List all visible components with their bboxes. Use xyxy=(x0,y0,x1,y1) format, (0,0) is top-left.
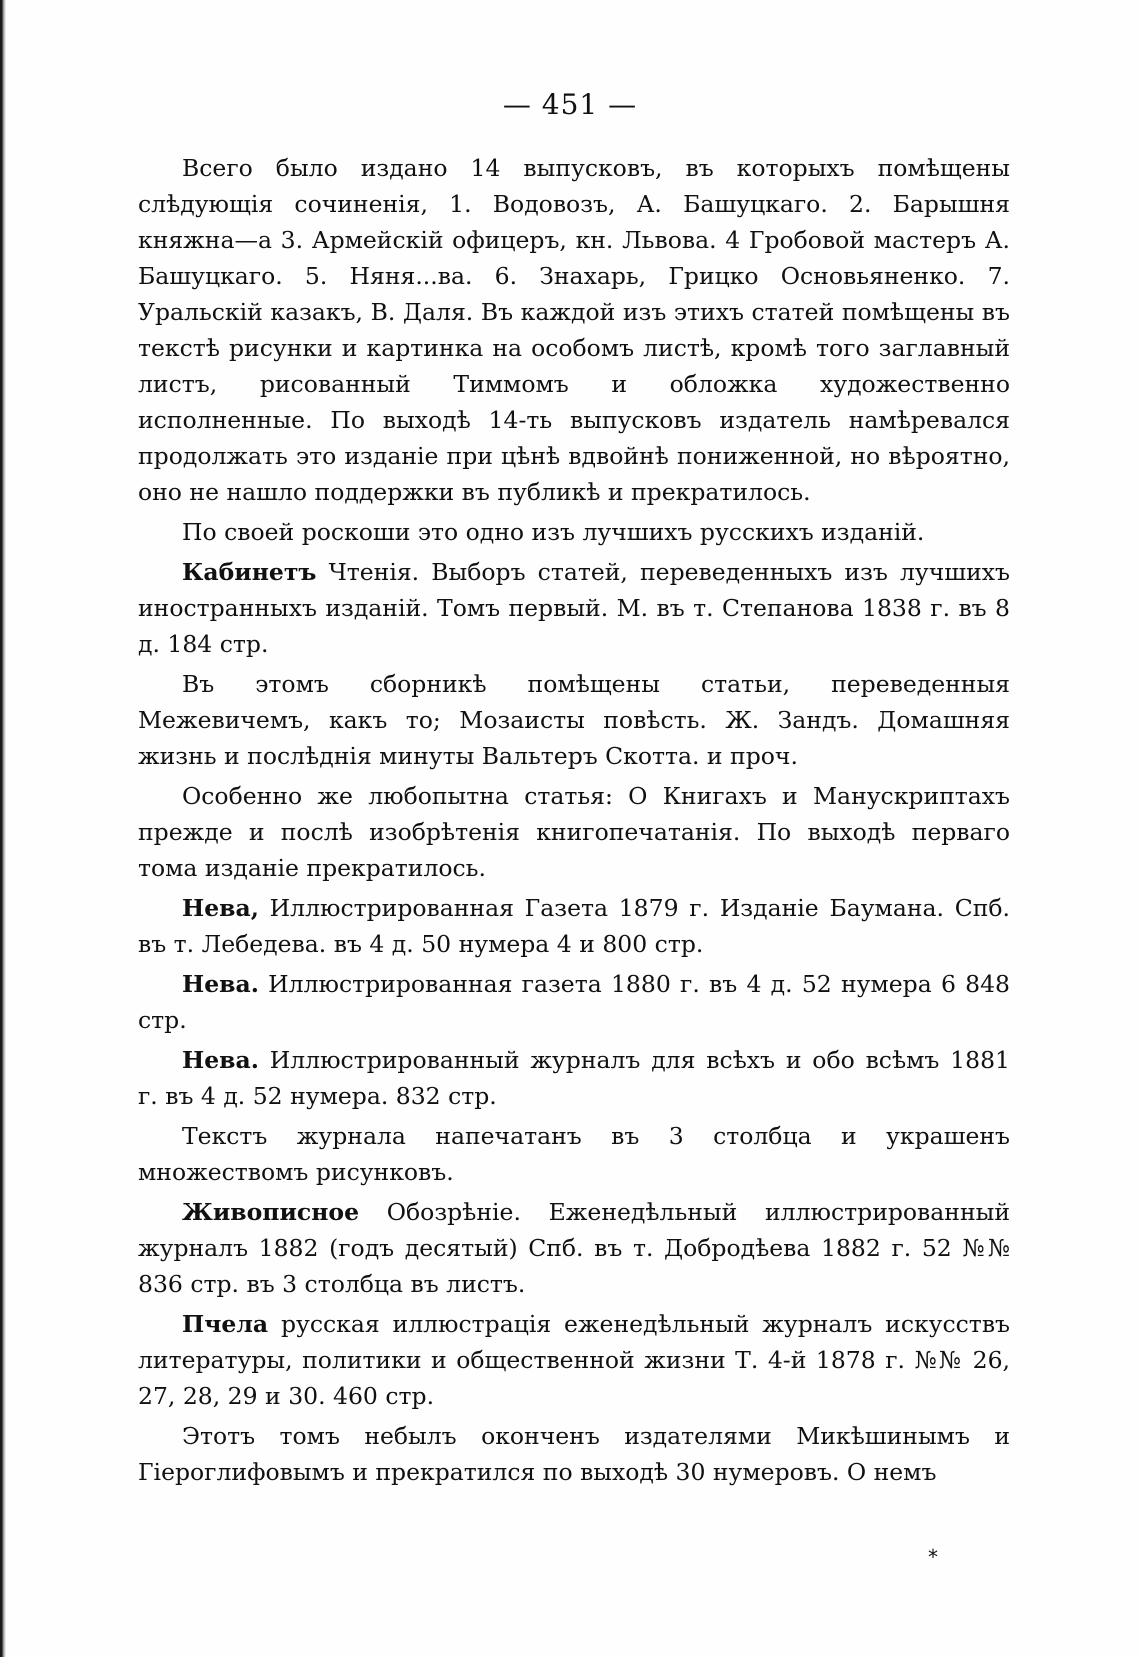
paragraph-text: Всего было издано 14 выпусковъ, въ которыхъ помѣщены слѣдующія сочиненія, 1. Водовозъ, А. Башуцкаго. 2. Барышня княжна—а 3. Армейскій офицеръ, кн. Львова. 4 Гробовой мастеръ А. Башуцкаго. 5. Няня...ва. 6. Знахарь, Грицко Основьяненко. 7. Уральскій казакъ, В. Даля. Въ каждой изъ этихъ статей помѣщены въ текстѣ рисунки и картинка на особомъ листѣ, кромѣ того заглавный листъ, рисованный Тиммомъ и обложка художественно исполненные. По выходѣ 14-ть выпусковъ издатель намѣревался продолжать это изданіе при цѣнѣ вдвойнѣ пониженной, но вѣроятно, оно не нашло поддержки въ публикѣ и прекратилось. xyxy=(138,154,1010,506)
footer-asterisk: * xyxy=(928,1545,938,1569)
entry-title: Нева. xyxy=(182,970,259,998)
entry-neva-1881 xyxy=(138,1042,1010,1114)
paragraph-12 xyxy=(138,1418,1010,1490)
page-body xyxy=(138,150,1010,1490)
entry-text: Иллюстрированная Газета 1879 г. Изданіе Баумана. Спб. въ т. Лебедева. въ 4 д. 50 нумера 4 и 800 стр. xyxy=(138,894,1010,958)
paragraph-text: Въ этомъ сборникѣ помѣщены статьи, переведенныя Межевичемъ, какъ то; Мозаисты повѣсть. Ж. Зандъ. Домашняя жизнь и послѣднія минуты Вальтеръ Скотта. и проч. xyxy=(138,670,1010,770)
paragraph-text: По своей роскоши это одно изъ лучшихъ русскихъ изданій. xyxy=(182,518,925,546)
paragraph-5 xyxy=(138,778,1010,886)
entry-text: Иллюстрированная газета 1880 г. въ 4 д. 52 нумера 6 848 стр. xyxy=(138,970,1010,1034)
page-number: — 451 — xyxy=(502,88,638,121)
entry-pchela xyxy=(138,1306,1010,1414)
entry-text: Иллюстрированный журналъ для всѣхъ и обо всѣмъ 1881 г. въ 4 д. 52 нумера. 832 стр. xyxy=(138,1046,1010,1110)
entry-title: Нева. xyxy=(182,1046,259,1074)
paragraph-text: Этотъ томъ небылъ оконченъ издателями Микѣшинымъ и Гіероглифовымъ и прекратился по выходѣ 30 нумеровъ. О немъ xyxy=(138,1422,1010,1486)
entry-neva-1880 xyxy=(138,966,1010,1038)
paragraph-text: Особенно же любопытна статья: О Книгахъ и Манускриптахъ прежде и послѣ изобрѣтенія книгопечатанія. По выходѣ перваго тома изданіе прекратилось. xyxy=(138,782,1010,882)
entry-kabinet-chteniya xyxy=(138,554,1010,662)
entry-text: Чтенія. Выборъ статей, переведенныхъ изъ лучшихъ иностранныхъ изданій. Томъ первый. М. въ т. Степанова 1838 г. въ 8 д. 184 стр. xyxy=(138,558,1010,658)
entry-title: Пчела xyxy=(182,1310,269,1338)
paragraph-9 xyxy=(138,1118,1010,1190)
paragraph-2 xyxy=(138,514,1010,550)
paragraph-4 xyxy=(138,666,1010,774)
entry-neva-1879 xyxy=(138,890,1010,962)
entry-title: Живописное xyxy=(182,1198,360,1226)
entry-title: Кабинетъ xyxy=(182,558,317,586)
entry-zhivopisnoe-obozrenie xyxy=(138,1194,1010,1302)
page-binding-edge xyxy=(0,0,6,1657)
paragraph-text: Текстъ журнала напечатанъ въ 3 столбца и украшенъ множествомъ рисунковъ. xyxy=(138,1122,1010,1186)
paragraph-1 xyxy=(138,150,1010,510)
entry-text: Обозрѣніе. Еженедѣльный иллюстрированный журналъ 1882 (годъ десятый) Спб. въ т. Добродѣева 1882 г. 52 №№ 836 стр. въ 3 столбца въ листъ. xyxy=(138,1198,1010,1298)
entry-title: Нева, xyxy=(182,894,259,922)
entry-text: русская иллюстрація еженедѣльный журналъ искусствъ литературы, политики и общественной жизни Т. 4-й 1878 г. №№ 26, 27, 28, 29 и 30. 460 стр. xyxy=(138,1310,1010,1410)
